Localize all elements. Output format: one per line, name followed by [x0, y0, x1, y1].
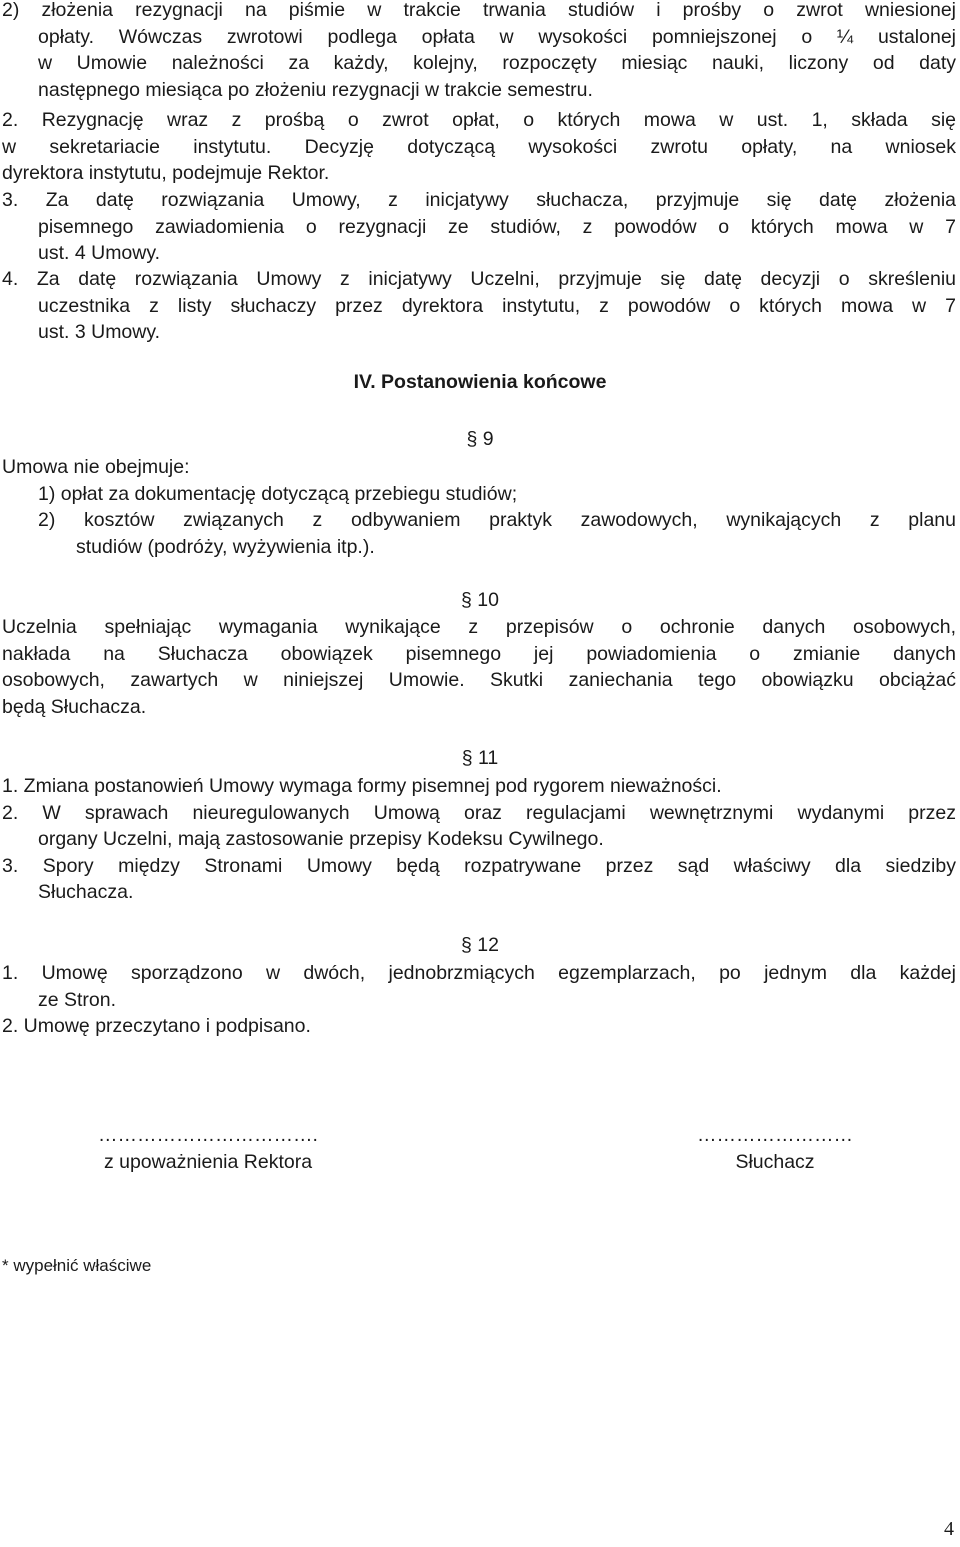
- text-line: 2) złożenia rezygnacji na piśmie w trakcie trwania studiów i prośby o zwrot wniesionej: [2, 0, 956, 21]
- text-line: Umowa nie obejmuje:: [2, 456, 190, 478]
- signature-right: [650, 1124, 900, 1174]
- text-line: Uczelnia spełniając wymagania wynikające z przepisów o ochronie danych osobowych,: [2, 616, 956, 638]
- paragraph-4-termination-university: [2, 266, 956, 346]
- list-item: 2. W sprawach nieuregulowanych Umową oraz regulacjami wewnętrznymi wydanymi przez: [2, 801, 956, 824]
- section-heading-9: [0, 428, 960, 451]
- text-line: 4. Za datę rozwiązania Umowy z inicjatywy Uczelni, przyjmuje się datę decyzji o skreśleniu: [2, 268, 956, 290]
- text-line: nakłada na Słuchacza obowiązek pisemnego jej powiadomienia o zmianie danych: [2, 642, 956, 665]
- section-sign-icon: §: [461, 589, 478, 611]
- signature-line: ……………………: [697, 1124, 853, 1146]
- text-line: ze Stron.: [38, 988, 117, 1011]
- text-line: 2. Rezygnację wraz z prośbą o zwrot opłat, o których mowa w ust. 1, składa się: [2, 109, 956, 131]
- section-heading-11: [0, 747, 960, 770]
- text-line: Słuchacza.: [38, 881, 134, 903]
- text-line: w Umowie należności za każdy, kolejny, rozpoczęty miesiąc nauki, liczony od daty: [38, 52, 956, 74]
- text-line: uczestnika z listy słuchaczy przez dyrektora instytutu, z powodów o których mowa w 7: [38, 294, 956, 317]
- section-10-body: [2, 614, 956, 720]
- text-line: będą Słuchacza.: [2, 695, 147, 718]
- section-number: 11: [478, 747, 499, 769]
- list-item: 1. Zmiana postanowień Umowy wymaga formy pisemnej pod rygorem nieważności.: [2, 775, 722, 797]
- list-item: 3. Spory między Stronami Umowy będą rozpatrywane przez sąd właściwy dla siedziby: [2, 854, 956, 877]
- list-item: 2) kosztów związanych z odbywaniem praktyk zawodowych, wynikających z planu: [38, 509, 956, 531]
- section-title: IV. Postanowienia końcowe: [353, 371, 607, 393]
- text-line: studiów (podróży, wyżywienia itp.).: [76, 535, 375, 558]
- section-11-body: [2, 773, 956, 906]
- text-line: w sekretariacie instytutu. Decyzję dotyczącą wysokości zwrotu opłaty, na wniosek: [2, 135, 956, 158]
- list-item: 2. Umowę przeczytano i podpisano.: [2, 1015, 311, 1037]
- text-line: organy Uczelni, mają zastosowanie przepisy Kodeksu Cywilnego.: [38, 828, 604, 850]
- section-number: 10: [477, 589, 499, 611]
- page-number: 4: [944, 1518, 954, 1540]
- list-item: 1) opłat za dokumentację dotyczącą przebiegu studiów;: [38, 482, 518, 505]
- signature-line: …………………………….: [98, 1124, 318, 1146]
- text-line: dyrektora instytutu, podejmuje Rektor.: [2, 162, 330, 184]
- text-line: 3. Za datę rozwiązania Umowy, z inicjatywy słuchacza, przyjmuje się datę złożenia: [2, 189, 956, 211]
- signature-label: Słuchacz: [735, 1151, 815, 1173]
- section-number: 9: [482, 428, 494, 450]
- signature-left: [58, 1124, 358, 1174]
- paragraph-2-resignation: [2, 107, 956, 187]
- text-line: ust. 3 Umowy.: [38, 321, 161, 343]
- section-number: 12: [477, 934, 499, 956]
- paragraph-3-termination-student: [2, 187, 956, 267]
- text-line: opłaty. Wówczas zwrotowi podlega opłata w wysokości pomniejszonej o ¼ ustalonej: [38, 25, 956, 48]
- text-line: ust. 4 Umowy.: [38, 242, 161, 264]
- section-heading-12: [0, 934, 960, 957]
- section-sign-icon: §: [461, 747, 478, 769]
- text-line: osobowych, zawartych w niniejszej Umowie. Skutki zaniechania tego obowiązku obciążać: [2, 669, 956, 691]
- section-sign-icon: §: [461, 934, 478, 956]
- section-sign-icon: §: [466, 428, 483, 450]
- list-item: 1. Umowę sporządzono w dwóch, jednobrzmiących egzemplarzach, po jednym dla każdej: [2, 962, 956, 984]
- text-line: pisemnego zawiadomienia o rezygnacji ze studiów, z powodów o których mowa w 7: [38, 215, 956, 238]
- item-2-withdrawal: [2, 0, 956, 103]
- section-heading-10: [0, 589, 960, 612]
- signature-label: z upoważnienia Rektora: [103, 1151, 313, 1173]
- footnote: * wypełnić właściwe: [2, 1256, 152, 1275]
- section-12-body: [2, 960, 956, 1040]
- section-9-body: [2, 454, 956, 560]
- text-line: następnego miesiąca po złożeniu rezygnacji w trakcie semestru.: [38, 78, 593, 101]
